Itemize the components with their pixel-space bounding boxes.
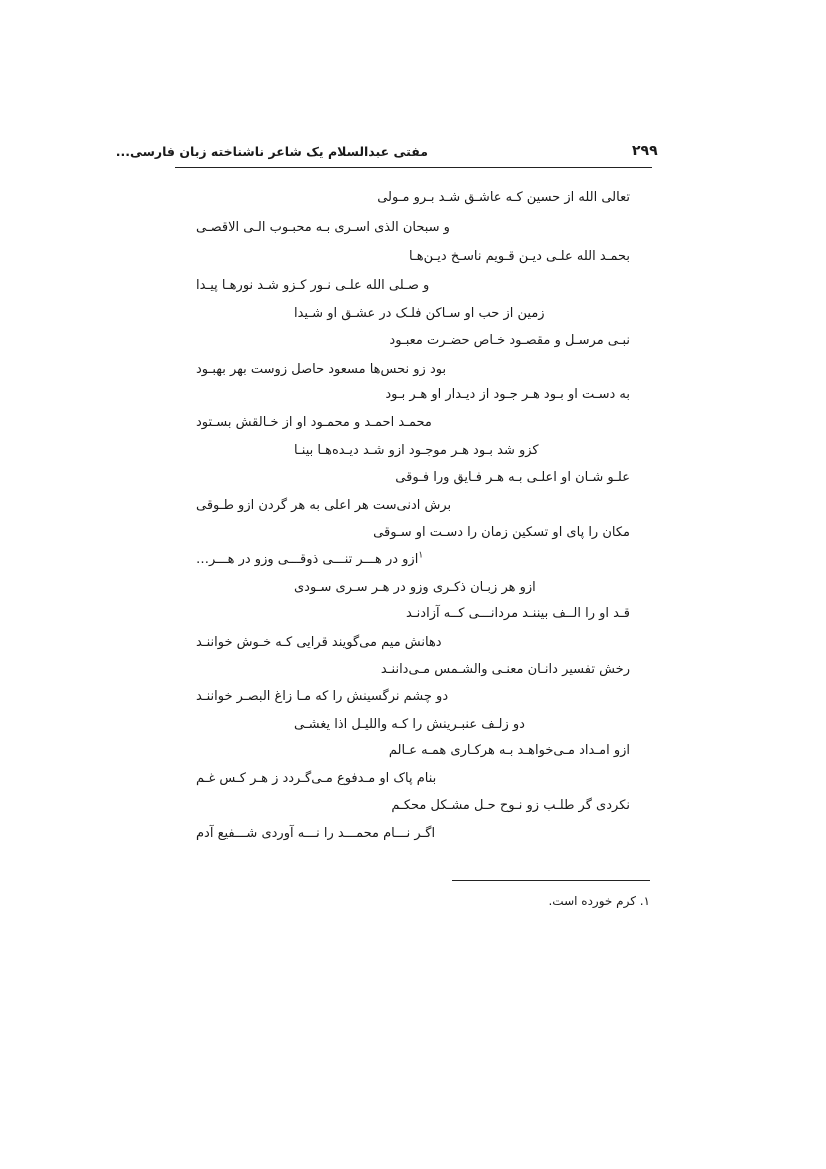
verse-line: برش ادنی‌ست هر اعلی به هر گردن ازو طـوقی	[196, 498, 452, 513]
verse-line: دو چشم نرگسینش را که مـا زاغ البصـر خواننـد	[196, 689, 449, 704]
footnote: ۱. کرم خورده است.	[548, 894, 650, 908]
verse-line-with-note	[196, 550, 423, 570]
verse-line: قـد او را الــف بیننـد مردانـــی کــه آزادنـد	[406, 606, 630, 621]
verse-line: و صـلی الله علـی نـور کـزو شـد نورهـا پیـدا	[196, 278, 430, 293]
verse-line: دهانش میم می‌گویند قرایی کـه خـوش خواننـد	[196, 635, 442, 650]
verse-line: علـو شـان او اعلـی بـه هـر فـایق ورا فـوقی	[395, 470, 630, 485]
header-rule	[175, 167, 652, 168]
verse-line: زمین از حب او سـاکن فلـک در عشـق او شـیدا	[294, 306, 545, 321]
verse-line: بنام پاک او مـدفوع مـی‌گـردد ز هـر کـس غـم	[196, 771, 437, 786]
verse-line: دو زلـف عنبـرینش را کـه واللیـل اذا یغشـی	[294, 717, 525, 732]
footnote-ref: ۱	[418, 550, 424, 561]
verse-line: کزو شد بـود هـر موجـود ازو شـد دیـده‌هـا بینـا	[294, 443, 539, 458]
verse-line: به دسـت او بـود هـر جـود از دیـدار او هـر بـود	[385, 387, 630, 402]
verse-line: نکردی گر طلـب زو نـوح حـل مشـکل محکـم	[391, 798, 630, 813]
running-title: مفتی عبدالسلام یک شاعر ناشناخته زبان فارسی...	[115, 144, 428, 159]
verse-line: ازو هر زبـان ذکـری وزو در هـر سـری سـودی	[294, 580, 536, 595]
verse-line: محمـد احمـد و محمـود او از خـالقش بسـتود	[196, 415, 432, 430]
verse-text: ازو در هـــر تنـــی ذوقـــی وزو در هـــر…	[196, 552, 419, 567]
verse-line: تعالی الله از حسین کـه عاشـق شـد بـرو مـولی	[377, 190, 630, 205]
page-number: ۲۹۹	[632, 143, 658, 159]
verse-line: نبـی مرسـل و مقصـود خـاص حضـرت معبـود	[389, 333, 630, 348]
verse-line: بحمـد الله علـی دیـن قـویم ناسـخ دیـن‌هـا	[408, 249, 630, 264]
verse-line: اگـر نـــام محمـــد را نـــه آوردی شـــفیع آدم	[196, 826, 436, 841]
verse-line: و سبحان الذی اسـری بـه محبـوب الـی الاقصـی	[196, 220, 450, 235]
verse-line: ازو امـداد مـی‌خواهـد بـه هرکـاری همـه عـالم	[388, 743, 630, 758]
verse-line: رخش تفسیر دانـان معنـی والشـمس مـی‌داننـد	[380, 662, 630, 677]
verse-line: بود زو نحس‌ها مسعود حاصل زوست بهر بهبـود	[196, 362, 447, 377]
footnote-rule	[452, 880, 650, 881]
verse-line: مکان را پای او تسکین زمان را دسـت او سـوقی	[373, 525, 630, 540]
